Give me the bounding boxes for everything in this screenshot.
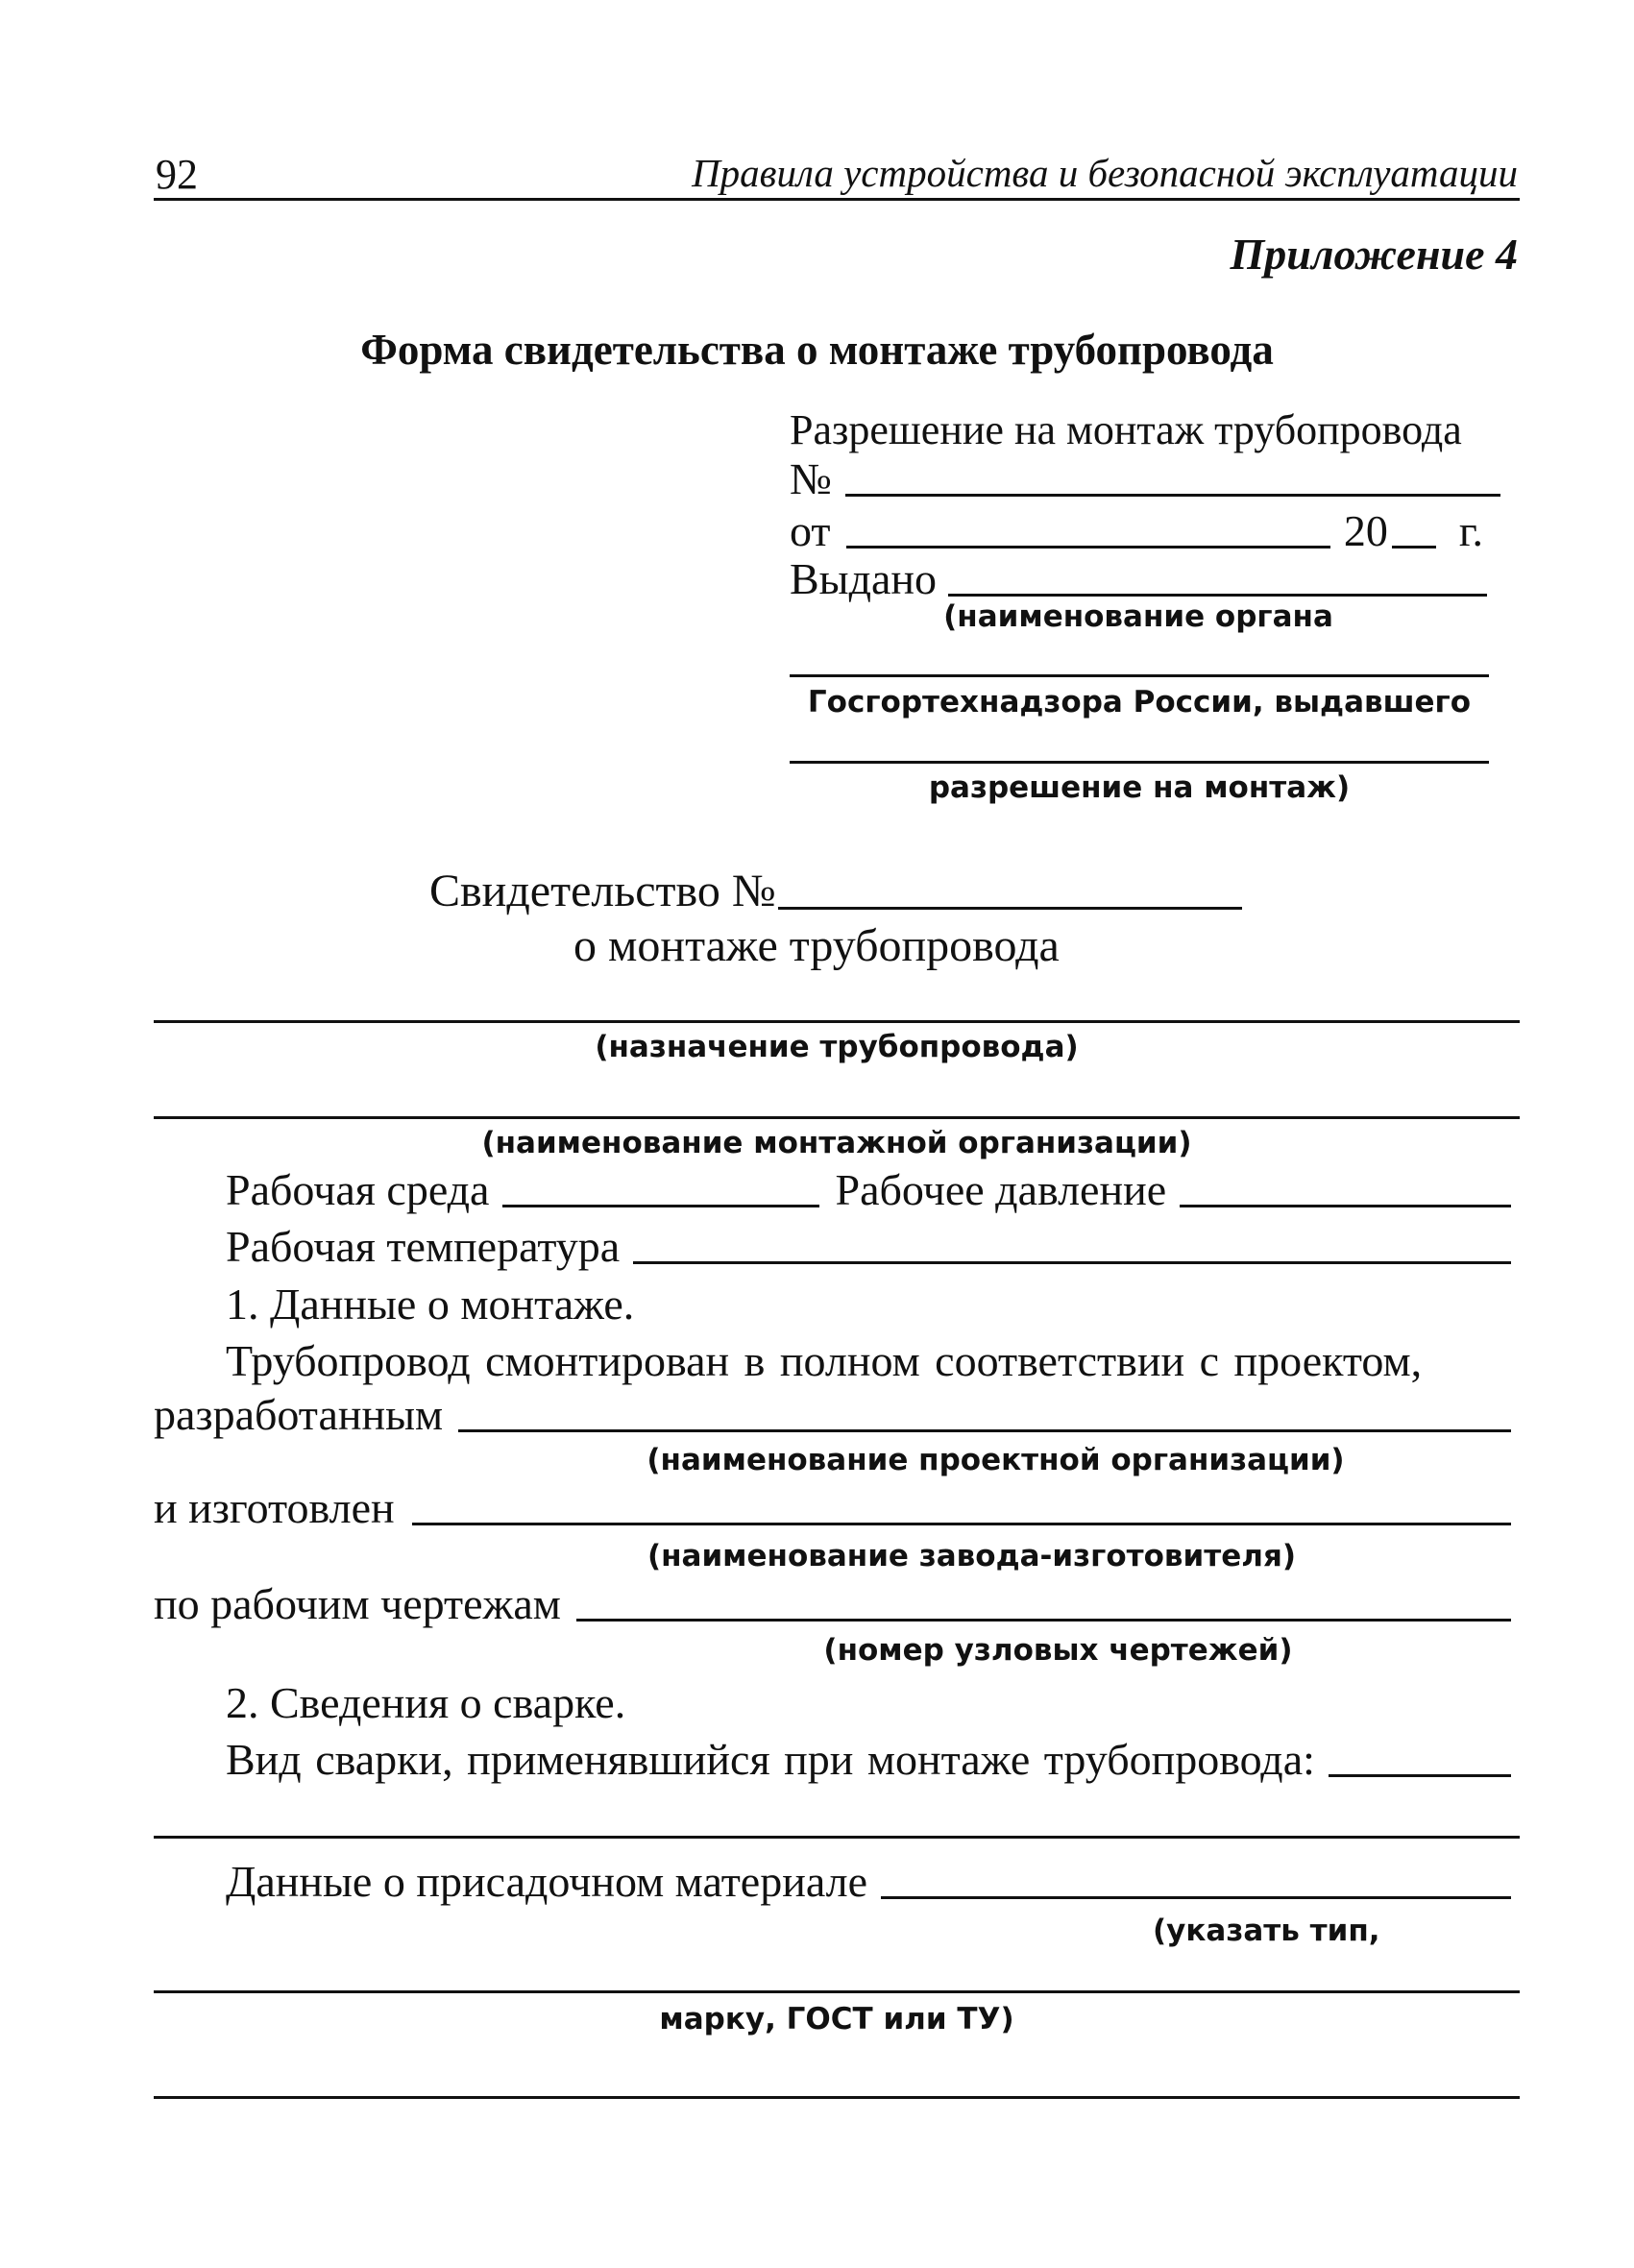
welding-label: Вид сварки, применявшийся при монтаже трубопровода: (226, 1735, 1315, 1784)
caption-filler-2: марку, ГОСТ или ТУ) (659, 2002, 1014, 2036)
pressure-label: Рабочее давление (835, 1165, 1167, 1214)
filler-row (226, 1856, 1511, 1907)
header-rule (154, 198, 1520, 201)
permit-line-2[interactable] (790, 674, 1489, 677)
welding-line-2[interactable] (154, 1836, 1520, 1839)
welding-field[interactable] (1329, 1774, 1511, 1777)
medium-pressure-row (226, 1164, 1511, 1215)
permit-line-3[interactable] (790, 761, 1489, 764)
pressure-field[interactable] (1180, 1205, 1511, 1207)
issued-field[interactable] (948, 594, 1487, 597)
filler-line-2[interactable] (154, 1990, 1520, 1993)
medium-label: Рабочая среда (226, 1165, 490, 1214)
from-label: от (790, 506, 831, 555)
running-title: Правила устройства и безопасной эксплуатации (692, 151, 1518, 195)
certificate-number-field[interactable] (778, 907, 1242, 910)
certificate-subheading: о монтаже трубопровода (573, 920, 1060, 971)
medium-field[interactable] (502, 1205, 819, 1207)
caption-installation-org: (наименование монтажной организации) (481, 1126, 1192, 1160)
number-sign: № (790, 454, 832, 503)
temperature-row (226, 1221, 1511, 1272)
manufacturer-field[interactable] (412, 1523, 1511, 1525)
permit-date-row (790, 505, 1483, 556)
permit-date-field[interactable] (846, 546, 1330, 549)
purpose-line[interactable] (154, 1020, 1520, 1023)
permit-line: Разрешение на монтаж трубопровода (790, 406, 1462, 453)
caption-permit: разрешение на монтаж) (928, 770, 1351, 805)
caption-filler-1: (указать тип, (1153, 1914, 1380, 1948)
section-2-heading: 2. Сведения о сварке. (226, 1678, 626, 1727)
drawings-field[interactable] (576, 1619, 1511, 1622)
filler-line-3[interactable] (154, 2096, 1520, 2099)
permit-number-field[interactable] (845, 494, 1500, 497)
org-line[interactable] (154, 1116, 1520, 1119)
permit-number-row (790, 453, 1500, 504)
issued-row (790, 553, 1487, 604)
appendix-label: Приложение 4 (1230, 230, 1518, 279)
caption-manufacturer: (наименование завода-изготовителя) (646, 1539, 1297, 1573)
year-field[interactable] (1392, 546, 1436, 549)
manufactured-row (154, 1482, 1511, 1533)
caption-gosgortekhnadzor: Госгортехнадзора России, выдавшего (807, 685, 1472, 719)
caption-purpose: (назначение трубопровода) (595, 1030, 1079, 1064)
page-number: 92 (156, 151, 198, 198)
year-suffix: г. (1458, 506, 1483, 555)
year-prefix: 20 (1343, 506, 1388, 555)
page-title: Форма свидетельства о монтаже трубопровода (360, 326, 1274, 374)
filler-field[interactable] (881, 1896, 1511, 1899)
temperature-field[interactable] (633, 1261, 1511, 1264)
manufactured-label: и изготовлен (154, 1483, 395, 1532)
filler-label: Данные о присадочном материале (226, 1857, 868, 1906)
design-org-field[interactable] (458, 1429, 1511, 1432)
drawings-label: по рабочим чертежам (154, 1579, 561, 1628)
section-1-heading: 1. Данные о монтаже. (226, 1280, 635, 1329)
caption-design-org: (наименование проектной организации) (646, 1443, 1345, 1477)
developed-row (154, 1389, 1511, 1440)
developed-label: разработанным (154, 1390, 444, 1439)
certificate-heading-row (429, 865, 1242, 917)
drawings-row (154, 1578, 1511, 1629)
certificate-heading: Свидетельство № (429, 866, 776, 916)
temperature-label: Рабочая температура (226, 1222, 621, 1271)
welding-row (226, 1734, 1511, 1785)
section-1-text: Трубопровод смонтирован в полном соответствии с проектом, (226, 1336, 1423, 1385)
caption-drawings: (номер узловых чертежей) (823, 1633, 1293, 1668)
caption-organ: (наименование органа (943, 599, 1333, 634)
issued-label: Выдано (790, 554, 938, 603)
